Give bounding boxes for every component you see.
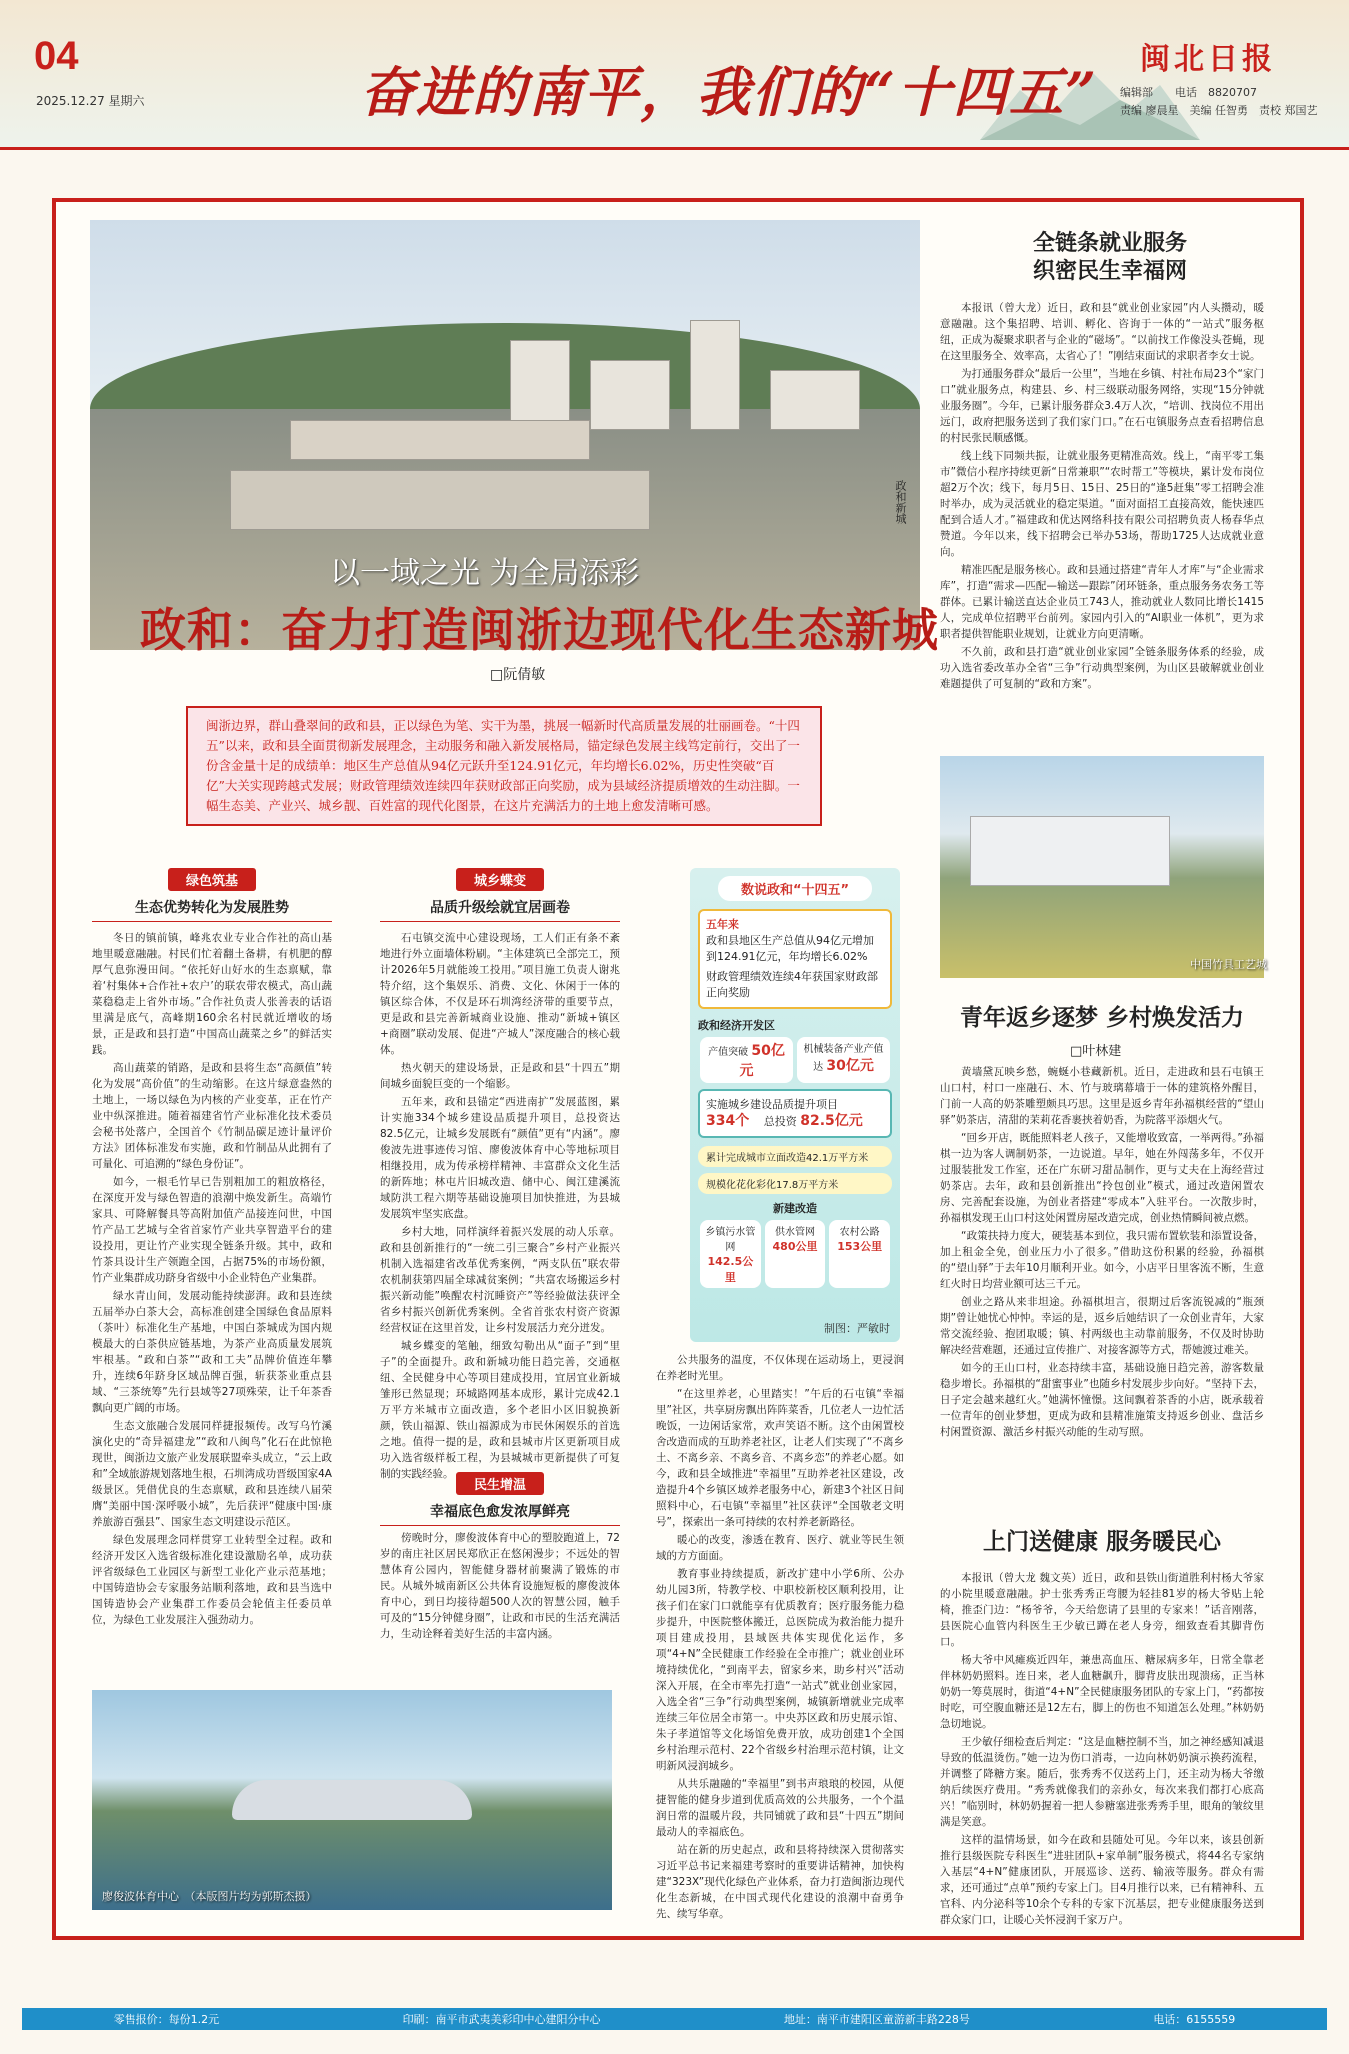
right-article3-title: 上门送健康 服务暖民心 [982,1529,1221,1555]
right-article2-byline: □叶林建 [1070,1044,1122,1059]
paragraph: 线上线下同频共振，让就业服务更精准高效。线上，“南平零工集市”微信小程序持续更新“日常兼职”“农时帮工”等模块，累计发布岗位超2万个次；线下，每月5日、15日、25日的“逢5赶集”零工招聘会准时举办，成为灵活就业的稳定渠道。“面对面招工直接高效，能快速匹配到合适人才。”福建政和优达网络科技有限公司招聘负责人杨春华点赞道。今年以来，线下招聘会已举办53场，帮助1725人达成就业意向。 [940,450,1264,558]
section-tag: 民生增温 [456,1472,544,1495]
paragraph: 为打通服务群众“最后一公里”，当地在乡镇、村社布局23个“家门口”就业服务点，构建县、乡、村三级联动服务网络，实现“15分钟就业服务圈”。今年，已累计服务群众3.4万人次，“培训、找岗位不用出远门，政府把服务送到了我们家门口。”在石屯镇服务点查看招聘信息的村民张民顺感慨。 [940,368,1264,444]
section-head-green [92,868,332,922]
right-article1-text [940,300,1264,740]
right-article1-title [960,230,1260,286]
section-head-livelihood [380,1472,620,1526]
issue-date: 2025.12.27 星期六 [36,94,145,108]
footer-print: 印刷：南平市武夷美彩印中心建阳分中心 [402,2013,601,2026]
footer-address: 地址：南平市建阳区童游新丰路228号 [783,2013,970,2026]
projects-value: 334个 [706,1113,750,1129]
paragraph: 如今的王山口村，业态持续丰富，基础设施日趋完善，游客数量稳步增长。孙福棋的“甜蜜事业”也随乡村发展步步向好。“坚持下去，日子定会越来越红火。”她满怀憧憬。这间飘着茶香的小店，既承载着一位青年的创业梦想，更成为政和县精准施策支持返乡创业、盘活乡村闲置资源、激活乡村振兴动能的生动写照。 [940,1362,1264,1438]
paragraph: 绿色发展理念同样贯穿工业转型全过程。政和经济开发区入选省级标准化建设激励名单，成功获评省级绿色工业园区与新型工业化产业示范基地；中国铸造协会专家服务站顺利落地，政和县当选中国铸造协会产业集群工作委员会轮值主任委员单位，为绿色工业发展注入强劲动力。 [92,1534,332,1626]
pipe-value: 142.5公里 [707,1255,754,1284]
masthead-logo: 闽北日报 [1140,42,1276,77]
invest-value: 82.5亿元 [800,1113,863,1129]
right-article2-text [940,1064,1264,1504]
paragraph: 精准匹配是服务核心。政和县通过搭建“青年人才库”与“企业需求库”，打造“需求—匹配—输送—跟踪”闭环链条，重点服务务农务工等群体。已累计输送直达企业员工743人，推动就业人数同比增长1415人，完成单位招聘平台前列。家园内引入的“AI职业一体机”，更为求职者提供智能职业规划，让就业方向更清晰。 [940,564,1264,640]
paragraph: 本报讯（曾大龙）近日，政和县“就业创业家园”内人头攒动，暖意融融。这个集招聘、培训、孵化、咨询于一体的“一站式”服务枢纽，正成为凝聚求职者与企业的“磁场”。“以前找工作像没头苍蝇，现在这里服务全、效率高，太省心了！”刚结束面试的求职者李女士说。 [940,302,1264,362]
editor-info [1120,84,1318,120]
pipe-label: 农村公路 [839,1227,880,1238]
section-tag: 绿色筑基 [168,868,256,891]
byline: □阮倩敏 [490,667,546,683]
paragraph: “政策扶持力度大，硬装基本到位，我只需布置软装和添置设备，加上租金全免，创业压力小了很多。”借助这份积累的经验，孙福棋的“望山驿”于去年10月顺利开业。如今，小店平日里客流不断，生意红火时日均营业额可达三千元。 [940,1230,1264,1290]
footer-price: 零售报价：每份1.2元 [113,2013,220,2026]
editor-line: 责编 廖晨星 美编 任智勇 责校 郑国艺 [1120,104,1318,117]
paragraph: 五年来，政和县锚定“西进南扩”发展蓝图，累计实施334个城乡建设品质提升项目，总投资达82.5亿元，让城乡发展既有“颜值”更有“内涵”。廖俊波先进事迹传习馆、廖俊波体育中心等地标项目相继投用，成为传承榜样精神、丰富群众文化生活的新阵地；林屯片旧城改造、储中心、闽江建溪流域防洪工程六期等基础设施项目加快推进，为县城发展筑牢坚实底盘。 [380,1096,620,1220]
section-tag: 城乡蝶变 [456,868,544,891]
stadium-photo [92,1690,612,1910]
pipe-value: 153公里 [837,1240,883,1253]
pipe-label: 供水管网 [775,1227,815,1238]
tag-label: 五年来 [706,918,739,931]
section-subtitle: 生态优势转化为发展胜势 [92,897,332,922]
section-subtitle: 品质升级绘就宜居画卷 [380,897,620,922]
finance-text: 财政管理绩效连续4年获国家财政部正向奖励 [706,970,878,999]
paragraph: 公共服务的温度，不仅体现在运动场上，更浸润在养老时光里。 [656,1354,904,1382]
mech-label: 机械装备产业产值达 [803,1044,884,1073]
projects-box [698,1089,892,1138]
paragraph: 热火朝天的建设场景，正是政和县“十四五”期间城乡面貌巨变的一个缩影。 [380,1062,620,1090]
section-head-city [380,868,620,922]
pipe-label: 乡镇污水管网 [705,1227,756,1253]
paragraph: 生态文旅融合发展同样捷报频传。改写乌竹溪演化史的“奇异福建龙”“政和八闽鸟”化石在此惊艳现世，闽浙边文旅产业发展联盟牵头成立，“云上政和”全域旅游规划落地生根，石圳湾成功晋级国家4A级景区。凭借优良的生态禀赋，政和县连续八届荣膺“美丽中国·深呼吸小城”，先后获评“健康中国·康养旅游百强县”、国家生态文明建设示范区。 [92,1420,332,1528]
gdp-text: 政和县地区生产总值从94亿元增加到124.91亿元，年均增长6.02% [706,934,874,963]
paragraph: 教育事业持续提质，新改扩建中小学6所、公办幼儿园3所，特教学校、中职校新校区顺利投用，让孩子们在家门口就能享有优质教育；医疗服务能力稳步提升，中医院整体搬迁，总医院成为救治能力提升项目建成投用，县域医共体实现优化运作，多项“4+N”全民健康工作经验在全市推广；就业创业环境持续优化，“到南平去，留家乡来，助乡村兴”活动深入开展，在全市率先打造“一站式”就业创业家园，入选全省“三争”行动典型案例，城镇新增就业完成率连续三年位居全市第一。中央苏区政和历史展示馆、朱子孝道馆等文化场馆免费开放，成功创建1个全国乡村治理示范村、22个省级乡村治理示范村镇，让文明新风浸润城乡。 [656,1568,904,1772]
devzone-label: 政和经济开发区 [698,1019,775,1032]
pipe-value: 480公里 [772,1240,818,1253]
infographic-credit: 制图：严敏时 [824,1322,890,1335]
paragraph: 这样的温情场景，如今在政和县随处可见。今年以来，该县创新推行县级医院专科医生“进驻团队+家单制”服务模式，将44名专家纳入基层“4+N”健康团队，开展巡诊、送药、输液等服务。群众有需求，还可通过“点单”预约专家上门。目4月推行以来，已有精神科、五官科、内分泌科等10余个专科的专家下沉基层，把专业健康服务送到群众家门口，让暖心关怀浸润千家万户。 [940,1834,1264,1926]
paragraph: 杨大爷中风瘫痪近四年，兼患高血压、糖尿病多年，日常全靠老伴林奶奶照料。连日来，老人血糖飙升，脚背皮肤出现溃疡，正当林奶奶一筹莫展时，街道“4+N”全民健康服务团队的专家上门，“药都按时吃，可空腹血糖还是12左右，脚上的伤也不知道怎么处理。”林奶奶急切地说。 [940,1654,1264,1730]
paragraph: 乡村大地，同样演绎着振兴发展的动人乐章。政和县创新推行的“一统二引三聚合”乡村产业振兴机制入选福建省改革优秀案例，“两支队伍”联农带农机制获第四届全球减贫案例；“共富农场搬运乡村振兴新动能”唤醒农村沉睡资产”等经验做法获评全省乡村振兴创新优秀案例。全省首张农村资产资源经营权证在这里首发，让乡村发展活力充分迸发。 [380,1226,620,1334]
paragraph: 王少敏仔细检查后判定：“这是血糖控制不当，加之神经感知减退导致的低温烫伤。”她一边为伤口消毒，一边向林奶奶演示换药流程，并调整了降糖方案。随后，张秀秀不仅送药上门，还主动为杨大爷缴纳后续医疗费用。“秀秀就像我们的亲孙女，每次来我们都打心底高兴！”临别时，林奶奶握着一把人参糖塞进张秀秀手里，眼角的皱纹里满是笑意。 [940,1736,1264,1828]
paragraph: 黄墙黛瓦映乡愁，蜿蜒小巷藏新机。近日，走进政和县石屯镇王山口村，村口一座融石、木、竹与玻璃幕墙于一体的建筑格外醒目，门前一人高的奶茶雕塑颇具巧思。这里是返乡青年孙福棋经营的“望山驿”奶茶店，清甜的茉莉花香裹挟着奶香，为院落平添烟火气。 [940,1066,1264,1126]
right-article2-title: 青年返乡逐梦 乡村焕发活力 [959,1005,1244,1031]
paragraph: “回乡开店，既能照料老人孩子，又能增收致富，一举两得。”孙福棋一边为客人调制奶茶，一边说道。早年，她在外闯荡多年，不仅开过服装批发工作室，还在广东研习甜品制作，更与丈夫在上海经营过奶茶店。去年，政和县创新推出“拎包创业”模式，通过改造闲置农房、完善配套设施，为创业者搭建“零成本”入驻平台。一次散步时，孙福棋发现王山口村这处闲置房屋改造完成，创业热情瞬间被点燃。 [940,1132,1264,1224]
intro-box: 闽浙边界，群山叠翠间的政和县，正以绿色为笔、实干为墨，挑展一幅新时代高质量发展的壮丽画卷。“十四五”以来，政和县全面贯彻新发展理念，主动服务和融入新发展格局，锚定绿色发展主线笃定前行，交出了一份含金量十足的成绩单：地区生产总值从94亿元跃升至124.91亿元，年均增长6.02%，历史性突破“百亿”大关实现跨越式发展；财政管理绩效连续四年获财政部正向奖励，成为县域经济提质增效的生动注脚。一幅生态美、产业兴、城乡靓、百姓富的现代化图景，在这片充满活力的土地上愈发清晰可感。 [186,706,822,826]
right-article3-text [940,1570,1264,1926]
editor-line: 编辑部 电话 8820707 [1120,86,1257,99]
projects-label: 实施城乡建设品质提升项目 [706,1098,838,1111]
page-number: 04 [34,34,79,78]
greening-bar: 规模化花化彩化17.8万平方米 [698,1173,892,1194]
paragraph: 冬日的镇前镇，峰兆农业专业合作社的高山基地里暖意融融。村民们忙着翻土备耕，有机肥的醇厚气息弥漫田间。“依托好山好水的生态禀赋，靠着‘村集体+合作社+农户’的联农带农模式，高山蔬菜稳稳走上省外市场。”合作社负责人张善表的话语里满是底气，高峰期160余名村民就近增收的场景，正是政和县打造“中国高山蔬菜之乡”的鲜活实践。 [92,932,332,1056]
new-build-label: 新建改造 [773,1202,817,1215]
infographic-title: 数说政和“十四五” [718,876,872,901]
gdp-box [698,909,892,1009]
footer-phone: 电话：6155559 [1153,2013,1236,2026]
page-header [0,0,1349,150]
paragraph: 如今，一根毛竹早已告别粗加工的粗放格径，在深度开发与绿色智造的浪潮中焕发新生。高端竹家具、可降解餐具等高附加值产品接连问世，中国竹产品工艺城与全省首家竹产业共享智造平台的建设投用，更让竹产业实现全链条升级。其中，政和竹茶具设计生产领跑全国，占据75%的市场份额，竹产业集群成功跻身省级中小企业特色产业集群。 [92,1176,332,1284]
output-row [698,1037,892,1083]
title-line: 全链条就业服务 [1032,231,1187,256]
paragraph: 暖心的改变，渗透在教育、医疗、就业等民生领域的方方面面。 [656,1534,904,1562]
paragraph: 创业之路从来非坦途。孙福棋坦言，很期过后客流锐减的“瓶颈期”曾让她忧心忡忡。幸运的是，返乡后她结识了一众创业青年，大家常交流经验、抱团取暖；镇、村两级也主动靠前服务，不仅及时协助解决经营难题，还通过宣传推广、对接客源等方式，帮她渡过难关。 [940,1296,1264,1356]
paragraph: 城乡蝶变的笔触，细致勾勒出从“面子”到“里子”的全面提升。政和新城功能日趋完善，交通枢纽、全民健身中心等项目建成投用，宜居宜业新城雏形已然显现；环城路网基本成形，累计完成42.1万平方米城市立面改造，多个老旧小区旧貌换新颜，铁山福源、铁山福源成为市民休闲娱乐的首选之地。值得一提的是，政和县城市片区更新项目成功入选省级样板工程，为县城城市更新提供了可复制的实践经验。 [380,1340,620,1480]
banner-title: 奋进的南平，我们的“十四五” [360,60,1099,124]
section3-text [380,1530,620,1680]
invest-label: 总投资 [763,1115,797,1128]
section1-text [92,930,332,1626]
main-headline: 政和：奋力打造闽浙边现代化生态新城 [140,603,939,657]
bamboo-photo-caption: 中国竹具工艺城 [1190,958,1267,971]
paragraph: 傍晚时分，廖俊波体育中心的塑胶跑道上，72岁的南庄社区居民郑欣正在悠闲漫步；不远处的智慧体育公园内，智能健身器材前聚满了锻炼的市民。从城外城南新区公共体育设施短板的廖俊波体育中心，到日均接待超500人次的智慧公园，触手可及的“15分钟健身圈”，让政和市民的生活充满活力，生动诠释着美好生活的丰富内涵。 [380,1532,620,1640]
hero-slogan: 以一域之光 为全局添彩 [330,556,640,591]
paragraph: 不久前，政和县打造“就业创业家园”全链条服务体系的经验，成功入选省委改革办全省“三争”行动典型案例，为山区县破解就业创业难题提供了可复制的“政和方案”。 [940,646,1264,690]
paragraph: 从共乐融融的“幸福里”到书声琅琅的校园，从便捷智能的健身步道到优质高效的公共服务，一个个温润日常的温暖片段，共同铺就了政和县“十四五”期间最动人的幸福底色。 [656,1778,904,1838]
section-subtitle: 幸福底色愈发浓厚鲜亮 [380,1501,620,1526]
pipes-row [698,1220,892,1288]
section2-text [380,930,620,1480]
infographic [690,868,900,1342]
section3-continued-text [656,1352,904,1922]
paragraph: 本报讯（曾大龙 魏文英）近日，政和县铁山街道胜利村杨大爷家的小院里暖意融融。护士张秀秀正弯腰为轻挂81岁的杨大爷贴上轮椅，推歪门边：“杨爷爷，今天给您请了县里的专家来！”话音刚落，县医院心血管内科医生王少敏已蹲在老人身旁，细致查看其脚背伤口。 [940,1572,1264,1648]
bamboo-city-photo [940,756,1264,978]
hero-photo-caption: 政和新城 [894,480,907,524]
page-footer [22,2008,1327,2030]
mech-value: 30亿元 [826,1058,874,1074]
stadium-photo-caption: 廖俊波体育中心 （本版图片均为郭斯杰摄） [102,1890,317,1903]
paragraph: 站在新的历史起点，政和县将持续深入贯彻落实习近平总书记来福建考察时的重要讲话精神，加快构建“323X”现代化绿色产业体系，奋力打造闽浙边现代化生态新城，在中国式现代化建设的浪潮中奋勇争先、续写华章。 [656,1844,904,1920]
paragraph: 石屯镇交流中心建设现场，工人们正有条不紊地进行外立面墙体粉刷。“主体建筑已全部完工，预计2026年5月就能竣工投用。”项目施工负责人谢兆特介绍，这个集娱乐、消费、文化、休闲于一体的镇区综合体，不仅是环石圳湾经济带的重要节点，更是政和县完善新城商业设施、推动“新城+镇区+商圈”联动发展、促进“产城人”深度融合的核心载体。 [380,932,620,1056]
output-value: 50亿元 [739,1043,785,1079]
paragraph: “在这里养老，心里踏实！”午后的石屯镇“幸福里”社区，共享厨房飘出阵阵菜香，几位老人一边忙活晚饭，一边闲话家常，欢声笑语不断。这个由闲置校舍改造而成的互助养老社区，让老人们实现了“不离乡土、不离乡亲、不离乡音、不离乡恋”的养老心愿。如今，政和县全域推进“幸福里”互助养老社区建设，改造提升4个乡镇区域养老服务中心，新建3个社区日间照料中心，石屯镇“幸福里”社区获评“全国敬老文明号”，探索出一条可持续的农村养老新路径。 [656,1388,904,1528]
paragraph: 高山蔬菜的销路，是政和县将生态“高颜值”转化为发展“高价值”的生动缩影。在这片绿意盎然的土地上，一场以绿色为内核的产业变革，正在竹产业中纵深推进。随着福建省竹产业标准化技术委员会秘书处落户，全国首个《竹制品碳足迹计量评价方法》团体标准发布实施，政和竹制品从此拥有了可量化、可追溯的“绿色身份证”。 [92,1062,332,1170]
paragraph: 绿水青山间，发展动能持续澎湃。政和县连续五届举办白茶大会，高标准创建全国绿色食品原料（茶叶）标准化生产基地，中国白茶城成为国内规模最大的白茶供应链基地，为茶产业高质量发展筑牢根基。“政和白茶”“政和工夫”品牌价值连年攀升，连续6年跻身区域品牌百强，斩获茶业重点县域、“三茶统筹”先行县域等27项殊荣，让千年茶香飘向更广阔的市场。 [92,1290,332,1414]
title-line: 织密民生幸福网 [1032,259,1187,284]
output-label: 产值突破 [708,1047,749,1058]
facade-bar: 累计完成城市立面改造42.1万平方米 [698,1146,892,1167]
